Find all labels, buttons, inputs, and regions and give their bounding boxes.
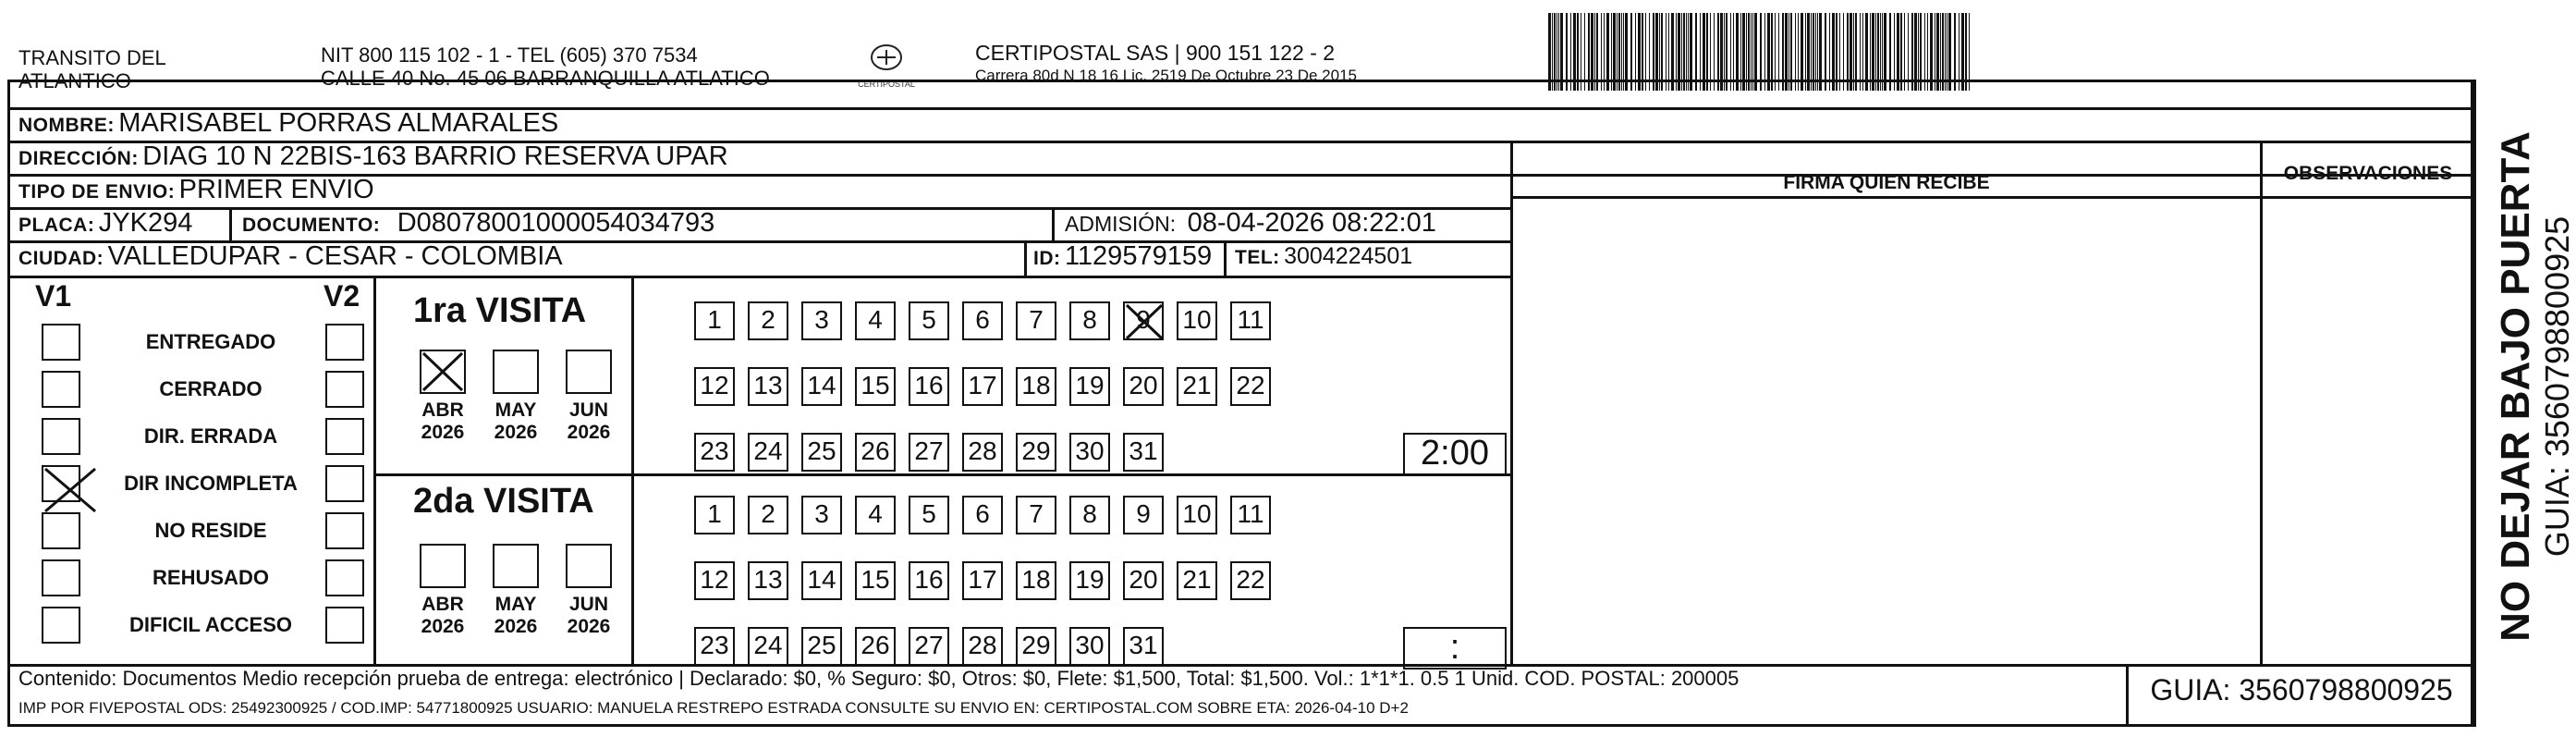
visit1-day-box[interactable] [1123,367,1164,406]
admision-row [1065,208,1436,239]
visit1-day-number: 31 [1129,436,1158,465]
visit1-month-label [479,399,553,444]
visit1-month-label [406,399,480,444]
visit2-day-box[interactable] [1016,496,1056,534]
status-v2-checkbox[interactable] [325,324,364,361]
visit2-day-box[interactable] [801,496,842,534]
visit2-day-box[interactable] [1069,496,1110,534]
documento-label: DOCUMENTO: [242,215,381,236]
status-v2-checkbox[interactable] [325,465,364,502]
visit1-day-number: 4 [868,305,883,334]
admision-label: ADMISIÓN: [1065,212,1177,236]
visit1-title: 1ra VISITA [413,291,587,330]
visit2-day-box[interactable] [962,561,1003,600]
firma-label: FIRMA QUIEN RECIBE [1783,172,1990,193]
visit2-day-number: 16 [914,565,944,594]
visit1-day-number: 26 [861,436,890,465]
visit2-day-box[interactable] [748,627,788,666]
visit1-day-number: 25 [807,436,836,465]
visit1-month-name: ABR [421,399,464,421]
carrier-line: CERTIPOSTAL SAS | 900 151 122 - 2 [975,41,1336,65]
visit2-month-checkbox[interactable] [420,544,466,588]
direccion-label: DIRECCIÓN: [18,148,139,169]
visit1-month-name: MAY [494,399,537,421]
status-v1-checkbox[interactable] [42,465,80,502]
visit1-day-number: 18 [1021,371,1051,399]
visit1-time-box[interactable] [1403,433,1507,475]
visit2-month-year: 2026 [567,616,611,637]
visit2-day-box[interactable] [1069,627,1110,666]
visit1-day-box[interactable] [1016,433,1056,472]
visit2-day-box[interactable] [909,496,949,534]
visit2-day-box[interactable] [1177,561,1217,600]
visit1-month-year: 2026 [494,422,538,443]
visit1-day-number: 17 [968,371,997,399]
visit2-month-name: ABR [421,594,464,615]
visit1-day-box[interactable] [748,301,788,340]
visit2-day-number: 13 [753,565,783,594]
status-option-label: DIR INCOMPLETA [124,472,298,495]
visit2-day-number: 24 [753,631,783,659]
visit2-day-number: 9 [1136,499,1151,528]
visit1-day-number: 7 [1029,305,1044,334]
visit1-day-number: 10 [1182,305,1212,334]
visit2-day-box[interactable] [1123,627,1164,666]
placa-row [18,208,192,239]
status-option-label: CERRADO [159,377,262,400]
ciudad-row [18,241,563,272]
status-v1-checkbox[interactable] [42,371,80,408]
visit1-day-number: 6 [975,305,990,334]
visit1-day-number: 27 [914,436,944,465]
visit2-day-box[interactable] [855,496,896,534]
visit2-day-number: 2 [761,499,775,528]
sender-line-1: TRANSITO DEL [18,46,166,69]
visit1-day-box[interactable] [962,367,1003,406]
visit2-day-number: 29 [1021,631,1051,659]
documento-row [242,208,714,239]
visit1-day-box[interactable] [694,367,735,406]
visit1-day-number: 5 [922,305,936,334]
visit2-day-number: 11 [1237,499,1264,528]
status-v2-checkbox[interactable] [325,371,364,408]
visit1-day-number: 24 [753,436,783,465]
visit1-day-number: 20 [1129,371,1158,399]
visit1-day-number: 2 [761,305,775,334]
id-value: 1129579159 [1064,241,1213,271]
visit1-day-box[interactable] [1069,433,1110,472]
nombre-label: NOMBRE: [18,115,115,136]
visit2-month-year: 2026 [421,616,465,637]
visit1-day-box[interactable] [801,367,842,406]
visit2-day-box[interactable] [962,496,1003,534]
status-v2-checkbox[interactable] [325,607,364,644]
visit1-day-box[interactable] [1230,301,1271,340]
visit1-day-box[interactable] [748,367,788,406]
logo-text: CERTIPOSTAL [858,80,915,89]
status-option-label: NO RESIDE [154,519,267,542]
visit2-day-number: 12 [700,565,729,594]
visit1-day-box[interactable] [962,433,1003,472]
documento-value: D08078001000054034793 [397,208,715,238]
signature-area[interactable] [1516,202,2257,660]
admision-value: 08-04-2026 08:22:01 [1187,208,1436,238]
visit1-day-box[interactable] [1016,301,1056,340]
visit2-month-checkbox[interactable] [493,544,539,588]
visit1-day-number: 16 [914,371,944,399]
visit1-day-box[interactable] [855,367,896,406]
visit1-day-box[interactable] [694,301,735,340]
visit1-day-box[interactable] [801,433,842,472]
visit2-day-number: 3 [814,499,829,528]
visit1-month-year: 2026 [567,422,611,443]
tel-label: TEL: [1235,247,1280,268]
status-option-label: REHUSADO [153,566,269,589]
visit2-day-box[interactable] [962,627,1003,666]
visit1-day-box[interactable] [694,433,735,472]
status-v2-checkbox[interactable] [325,512,364,549]
visit2-day-number: 28 [968,631,997,659]
visit1-day-number: 21 [1182,371,1212,399]
visit1-day-box[interactable] [1069,301,1110,340]
visit2-day-number: 23 [700,631,729,659]
status-v1-checkbox[interactable] [42,418,80,455]
status-option-label: DIR. ERRADA [143,424,278,448]
visit1-day-number: 23 [700,436,729,465]
visit1-day-box[interactable] [748,433,788,472]
side-warning: NO DEJAR BAJO PUERTA [2493,131,2538,642]
observaciones-label: OBSERVACIONES [2283,163,2453,184]
visit1-day-box[interactable] [1016,367,1056,406]
visit2-month-label [406,594,480,638]
visit2-day-number: 7 [1029,499,1044,528]
visit2-day-box[interactable] [855,627,896,666]
visit2-title: 2da VISITA [413,482,594,521]
visit2-day-box[interactable] [909,561,949,600]
direccion-row [18,141,728,172]
visit2-day-number: 25 [807,631,836,659]
tel-value: 3004224501 [1284,243,1413,269]
status-v2-checkbox[interactable] [325,418,364,455]
sender-line-2: ATLANTICO [18,69,131,92]
visit1-day-box[interactable] [909,433,949,472]
visit1-day-number: 30 [1075,436,1105,465]
visit1-day-box[interactable] [1123,301,1164,340]
visit1-month-checkbox[interactable] [493,350,539,394]
placa-label: PLACA: [18,215,95,236]
visit2-day-number: 20 [1129,565,1158,594]
visit2-day-box[interactable] [694,627,735,666]
visit2-day-number: 1 [707,499,722,528]
visit2-day-number: 17 [968,565,997,594]
ciudad-label: CIUDAD: [18,248,104,269]
visit1-day-number: 3 [814,305,829,334]
visit1-day-number: 29 [1021,436,1051,465]
visit2-day-box[interactable] [694,496,735,534]
status-v1-checkbox[interactable] [42,512,80,549]
visit1-month-year: 2026 [421,422,465,443]
visit2-month-name: MAY [494,594,537,615]
visit2-day-number: 5 [922,499,936,528]
visit2-day-box[interactable] [1230,496,1271,534]
visit1-month-checkbox[interactable] [420,350,466,394]
visit1-day-box[interactable] [909,301,949,340]
visit1-day-number: 13 [753,371,783,399]
side-guia: GUIA: 3560798800925 [2538,215,2576,558]
visit1-day-number: 8 [1082,305,1097,334]
status-v1-checkbox[interactable] [42,324,80,361]
visit1-day-box[interactable] [1177,301,1217,340]
visit2-day-number: 19 [1075,565,1105,594]
visit1-day-number: 14 [807,371,836,399]
status-v1-checkbox[interactable] [42,559,80,596]
visit2-day-number: 26 [861,631,890,659]
visit2-day-number: 21 [1182,565,1212,594]
license-line: Carrera 80d N 18 16 Lic. 2519 De Octubre 23 De 2015 [975,67,1357,84]
visit2-time-box[interactable] [1403,627,1507,669]
visit1-day-box[interactable] [1230,367,1271,406]
visit2-day-number: 4 [868,499,883,528]
observaciones-area[interactable] [2265,202,2471,660]
visit2-month-year: 2026 [494,616,538,637]
id-row [1033,241,1212,272]
sender-address: CALLE 40 No. 45 06 BARRANQUILLA ATLATICO [321,67,770,90]
visit1-day-box[interactable] [909,367,949,406]
tipo-label: TIPO DE ENVIO: [18,181,176,203]
visit2-day-number: 18 [1021,565,1051,594]
visit2-day-box[interactable] [801,627,842,666]
visit1-month-checkbox[interactable] [566,350,612,394]
v1-label: V1 [35,279,72,313]
visit1-day-number: 9 [1136,305,1151,334]
visit2-day-number: 8 [1082,499,1097,528]
visit2-day-box[interactable] [1016,561,1056,600]
visit2-month-label [479,594,553,638]
visit2-time-value: : [1449,628,1460,667]
nombre-row [18,108,558,139]
visit2-day-box[interactable] [1016,627,1056,666]
tipo-value: PRIMER ENVIO [178,175,374,204]
visit1-day-box[interactable] [1177,367,1217,406]
visit2-day-number: 22 [1236,565,1265,594]
id-label: ID: [1033,248,1061,269]
visit2-day-box[interactable] [1123,496,1164,534]
visit2-day-number: 6 [975,499,990,528]
visit2-day-box[interactable] [1123,561,1164,600]
direccion-value: DIAG 10 N 22BIS-163 BARRIO RESERVA UPAR [142,141,728,171]
visit1-month-label [552,399,626,444]
tel-row [1235,243,1412,270]
visit1-day-box[interactable] [1069,367,1110,406]
visit2-month-name: JUN [568,594,608,615]
visit2-day-box[interactable] [855,561,896,600]
visit2-day-number: 31 [1129,631,1158,659]
sender-nit: NIT 800 115 102 - 1 - TEL (605) 370 7534 [321,43,698,67]
visit1-day-number: 12 [700,371,729,399]
visit1-day-number: 15 [861,371,890,399]
visit1-day-number: 19 [1075,371,1105,399]
status-v1-checkbox[interactable] [42,607,80,644]
visit1-day-box[interactable] [855,301,896,340]
v2-label: V2 [324,279,360,313]
visit1-day-box[interactable] [801,301,842,340]
visit2-day-box[interactable] [1230,561,1271,600]
visit2-day-number: 10 [1182,499,1212,528]
visit1-day-number: 1 [707,305,722,334]
visit2-day-box[interactable] [694,561,735,600]
visit2-day-number: 27 [914,631,944,659]
status-v2-checkbox[interactable] [325,559,364,596]
visit1-month-name: JUN [568,399,608,421]
footer-imp: IMP POR FIVEPOSTAL ODS: 25492300925 / COD.IMP: 54771800925 USUARIO: MANUELA RESTREPO ESTRADA CONSULTE SU ENVIO EN: CERTIPOSTAL.COM SOBRE ETA: 2026-04-10 D+2 [18,699,1409,717]
visit2-month-label [552,594,626,638]
placa-value: JYK294 [98,208,193,238]
nombre-value: MARISABEL PORRAS ALMARALES [118,108,559,138]
visit1-day-number: 28 [968,436,997,465]
status-option-label: DIFICIL ACCESO [128,613,292,636]
visit2-day-box[interactable] [1069,561,1110,600]
footer-contenido: Contenido: Documentos Medio recepción prueba de entrega: electrónico | Declarado: $0, % Seguro: $0, Otros: $0, Flete: $1,500, Total: $1,500. Vol.: 1*1*1. 0.5 1 Unid. COD. POSTAL: 200005 [18,667,1740,690]
visit2-month-checkbox[interactable] [566,544,612,588]
visit2-day-box[interactable] [748,561,788,600]
visit2-day-box[interactable] [748,496,788,534]
visit1-day-box[interactable] [1123,433,1164,472]
visit2-day-box[interactable] [801,561,842,600]
visit1-time-value: 2:00 [1421,434,1489,473]
visit2-day-box[interactable] [909,627,949,666]
footer-guia: GUIA: 3560798800925 [2150,673,2453,706]
visit2-day-number: 15 [861,565,890,594]
visit2-day-box[interactable] [1177,496,1217,534]
visit2-day-number: 14 [807,565,836,594]
visit2-day-number: 30 [1075,631,1105,659]
tipo-row [18,175,374,205]
visit1-day-number: 22 [1236,371,1265,399]
visit1-day-number: 11 [1237,305,1264,334]
status-option-label: ENTREGADO [145,330,276,353]
visit1-day-box[interactable] [855,433,896,472]
ciudad-value: VALLEDUPAR - CESAR - COLOMBIA [107,241,563,271]
visit1-day-box[interactable] [962,301,1003,340]
